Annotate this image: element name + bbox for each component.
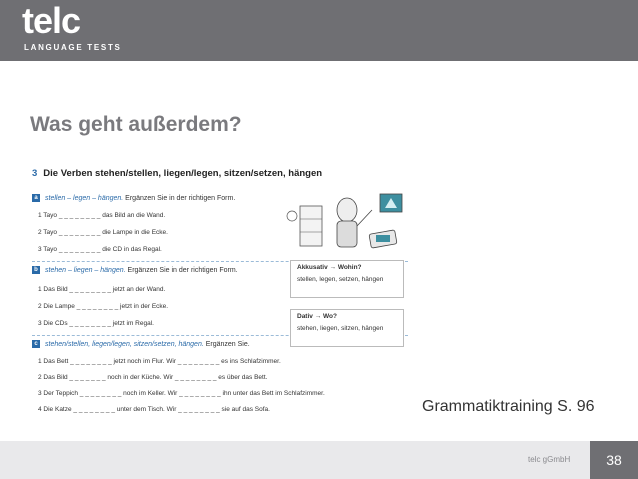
instruction-italic: stehen – liegen – hängen. <box>45 266 126 274</box>
exercise-item: 4 Die Katze _ _ _ _ _ _ _ _ unter dem Tisch. Wir _ _ _ _ _ _ _ _ sie auf das Sofa. <box>38 406 270 413</box>
box-title: Akkusativ → Wohin? <box>297 264 362 271</box>
instruction-rest: Ergänzen Sie in der richtigen Form. <box>123 194 236 202</box>
logo-subtext: LANGUAGE TESTS <box>24 43 122 52</box>
instruction-italic: stellen – legen – hängen. <box>45 194 124 202</box>
reference-caption: Grammatiktraining S. 96 <box>422 398 595 415</box>
exercise-image <box>32 168 412 423</box>
instruction-rest: Ergänzen Sie. <box>203 340 250 348</box>
section-a-instruction <box>32 194 235 202</box>
room-illustration <box>272 188 412 258</box>
exercise-item: 2 Das Bild _ _ _ _ _ _ _ noch in der Küche. Wir _ _ _ _ _ _ _ _ es über das Bett. <box>38 374 268 381</box>
exercise-item: 1 Das Bild _ _ _ _ _ _ _ _ jetzt an der Wand. <box>38 286 166 293</box>
logo-text: telc <box>22 0 81 41</box>
footer-company: telc gGmbH <box>528 455 571 464</box>
header-bar <box>0 0 638 61</box>
section-badge: a <box>32 194 40 202</box>
slide-title: Was geht außerdem? <box>30 113 242 136</box>
box-body: stellen, legen, setzen, hängen <box>297 276 384 283</box>
exercise-title: Die Verben stehen/stellen, liegen/legen, sitzen/setzen, hängen <box>43 168 323 179</box>
section-b-instruction <box>32 266 238 274</box>
exercise-item: 3 Tayo _ _ _ _ _ _ _ _ die CD in das Regal. <box>38 246 162 253</box>
exercise-heading <box>32 168 322 179</box>
section-badge: c <box>32 340 40 348</box>
section-c-instruction <box>32 340 250 348</box>
instruction-italic: stehen/stellen, liegen/legen, sitzen/setzen, hängen. <box>45 340 204 348</box>
exercise-item: 3 Der Teppich _ _ _ _ _ _ _ _ noch im Keller. Wir _ _ _ _ _ _ _ _ ihn unter das Bett im Schlafzimmer. <box>38 390 325 397</box>
exercise-item: 2 Die Lampe _ _ _ _ _ _ _ _ jetzt in der Ecke. <box>38 303 169 310</box>
exercise-item: 1 Das Bett _ _ _ _ _ _ _ _ jetzt noch im Flur. Wir _ _ _ _ _ _ _ _ es ins Schlafzimmer. <box>38 358 281 365</box>
exercise-number: 3 <box>32 168 38 179</box>
instruction-rest: Ergänzen Sie in der richtigen Form. <box>125 266 238 274</box>
dativ-info-box <box>290 309 404 347</box>
exercise-item: 2 Tayo _ _ _ _ _ _ _ _ die Lampe in die Ecke. <box>38 229 168 236</box>
akkusativ-info-box <box>290 260 404 298</box>
box-body: stehen, liegen, sitzen, hängen <box>297 325 384 332</box>
box-title: Dativ → Wo? <box>297 313 337 320</box>
section-badge: b <box>32 266 40 274</box>
exercise-item: 1 Tayo _ _ _ _ _ _ _ _ das Bild an die Wand. <box>38 212 166 219</box>
telc-logo <box>22 0 132 56</box>
page-number: 38 <box>590 441 638 479</box>
exercise-item: 3 Die CDs _ _ _ _ _ _ _ _ jetzt im Regal. <box>38 320 154 327</box>
